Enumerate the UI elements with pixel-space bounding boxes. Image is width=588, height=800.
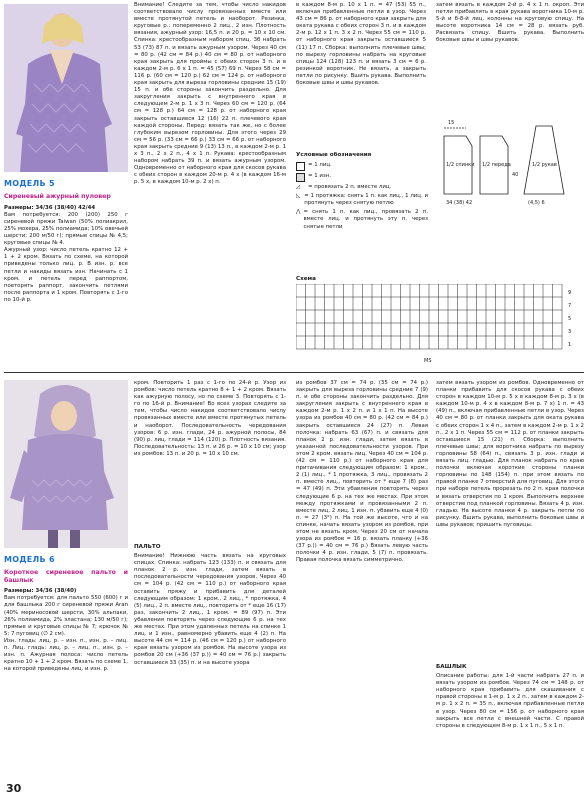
model6-column-2: кром. Повторить 1 раз с 1-го по 24-й р. Узор из ромбов: число петель кратно 8 + 1 + 2 кром. Вязать как ажурную полосу, но по схеме 3. Повторять с 1-го по 16-й р. Внимание! Во всех узорах следите за тем, чтобы число накидов соответствовало числу провязанных вместе или вместе протянутых петель и наоборот. Последовательность чередования узоров: 6 р. изн. глади, 24 р. ажурной полосы, 84 (90) р. лиц. глади = 114 (120) р. Плотность вязания. Последовательность: 13 п. и 26 р. = 10 х 10 см; узор из ромбов: 13 п. и 20 р. = 10 х 10 см. bbox=[134, 380, 286, 457]
model5-lace: Ажурный узор: число петель кратно 12 + 1 + 2 кром. Вязать по схеме, на которой приведены только лиц. р. В изн. р. все петли и накиды вязать изн. Начинать с 1 кром. и петель перед раппортом, повторять раппорт, закончить петлями после раппорта и 1 кром. Повторять с 1-го по 10-й р. bbox=[4, 247, 128, 303]
model6-needs: Вам потребуется: для пальто 550 (600) г и для башлыка 200 г сиреневой пряжи Aran (40% мериносовой шерсти, 30% альпаки, 26% полиамида, 2% эластана; 130 м/50 г); прямые и круговые спицы № 7; крючок № 5; 7 пуговиц (∅ 2 см). bbox=[4, 595, 128, 637]
hood-instructions: Описание работы: для 1-й части набрать 27 п. и вязать узором из ромбов. Через 74 см = 148 р. от наборного края прибавить для скашивания с правой стороны в 1-м р. 1 х 2 п., затем в каждом 2-м р. 1 х 2 п. = 35 п., включая прибавленные петли в узор. Через 80 см = 156 р. от наборного края закрыть все петли с внешней части. С правой стороны в следующем 8-м р. 1 х 1 п., 5 х 1 п. bbox=[436, 673, 584, 729]
dim-neck: 15 bbox=[448, 120, 455, 126]
model6-column-4: затем вязать узором из ромбов. Одновременно от планки прибавить для скосов рукава с обеих сторон в каждом 10-м р. 5 х в каждом 8-м р. 3 х (в каждом 10-м р. 4 х в каждом 8-м р. 7 х) 1 п. = 43 (49) п., включая прибавленные петли в узор. Через 40 см = 80 р. от планки закрыть для оката рукава с обеих сторон 1 х 4 п., затем в каждом 2-м р. 1 х 2 п., 2 х 1 п. Через 55 см = 112 р. от планки закрыть оставшиеся 15 (21) п. Сборка: выполнить плечевые швы; для воротника набрать по вырезу горловины 58 (64) п., связать 3 р. изн. глади и вязать лиц. гладью. Для планок набрать по краю полочки включая короткие стороны планки горловины по 148 (154) п. при этом вязать по правой планке 7 отверстий для пуговиц. Для этого при наборе петель прорезать по 2 п. края полочки и вязать отверстия по 1 кром. Выполнить верхнее отверстие под планкой горловины. Вязать 4 р. изн. гладью. На высоте планки 4 р. закрыть петли по рисунку. Вшить рукава, выполнить боковые швы и швы рукавов; пришить пуговицы. bbox=[436, 380, 584, 528]
model5-label: МОДЕЛЬ 5 bbox=[4, 180, 55, 188]
pattern-schematics bbox=[436, 106, 584, 216]
page-number: 30 bbox=[6, 782, 22, 795]
scheme-label: Схема bbox=[296, 276, 316, 282]
model6-photo bbox=[4, 380, 128, 548]
model6-sizes: Размеры: 34/36 (38/40) bbox=[4, 588, 77, 595]
model5-photo bbox=[4, 4, 128, 172]
model5-column-3: в каждом 8-м р. 10 х 1 п. = 47 (53) 55 п., включая прибавленные петли в узор. Через 43 см = 86 р. от наборного края закрыть для оката рукава с обеих сторон 3 п. и в каждом 2-м р. 12 х 1 п. 3 х 2 п. Через 55 см = 110 р. от наборного края закрыть оставшиеся 5 (11) 17 п. Сборка: выполнить плечевые швы; по вырезу горловины набрать на круговые спицы 124 (128) 123 п. и вязать 3 см = 6 р. резинкой воротник. Не вязать, а закрыть петли по рисунку. Вшить рукава. Выполнить боковые швы и швы рукавов. bbox=[296, 2, 426, 87]
front-label: 1/2 переда bbox=[482, 162, 511, 168]
legend: Условные обозначения = 1 лиц. = 1 изн. ◿ = провязать 2 п. вместе лиц. ◺ = 1 протяжка: снять 1 п. как лиц., 1 лиц. и протянуть через снятую петлю ⋀ = снять 1 п. как лиц., провязать 2 п. вместе лиц. и протянуть эту п. через снятые петли bbox=[296, 152, 428, 230]
purl-symbol bbox=[296, 173, 305, 182]
sleeve-pattern-shape bbox=[524, 126, 564, 194]
legend-title: Условные обозначения bbox=[296, 152, 372, 158]
dim-sleeve: (4,5) 6 bbox=[528, 200, 545, 206]
back-label: 1/2 спинки bbox=[446, 162, 475, 168]
skp-symbol: ◺ bbox=[296, 193, 301, 200]
hood-heading: БАШЛЫК bbox=[436, 664, 467, 670]
model5-sizes: Размеры: 34/36 (38/40) 42/44 bbox=[4, 204, 96, 211]
dim-length: 40 bbox=[512, 172, 519, 178]
model6-column-3: из ромбов 37 см = 74 р. (35 см = 74 р.) закрыть для выреза горловины средние 7 (9) п. и обе стороны закончить раздельно. Для закругления закрыть с внутреннего края в каждом 2-м р. 1 х 2 п. и 1 х 1 п. На высоте узора из ромбов 40 см = 80 р. (42 см = 84 р.) закрыть оставшиеся 24 (27) п. Левая полочка: набрать 63 (67) п. и связать для планок 2 р. изн. глади, затем вязать в указанной последовательности узоров. При этом 2 кром. вязать лиц. Через 40 см = 104 р. (42 см = 110 р.) от наборного края для притачивания следующим образом: 1 кром., 2 (1) лиц., * 1 протяжка, 3 лиц., провязать 2 п. вместе лиц., повторить от * еще 7 (8) раз = 47 (49) п. Эти убавления повторять через следующие 6 р. на тех же местах. При этом между протяжками и провязанными 2 п. вместе лиц. 2 лиц. 1 изн. п. убавить еще 4 (0) п. = 27 (3°) п. На той же высоте, что и на спинке, начать вязать узором из ромбов, при этом не вязать кром. Через 20 см от начала узора из ромбов = 16 р. вязать планку (+36 (37 р.)) = 40 см = 76 р.) Вязать левую часть полочки 4 р. изн. глади, 5 (7) п. провязать. Правая полочка вязать симметрично. bbox=[296, 380, 428, 564]
model5-title: Сиреневый ажурный пуловер bbox=[4, 193, 111, 201]
model6-label: МОДЕЛЬ 6 bbox=[4, 556, 55, 564]
scheme-ms-label: MS bbox=[424, 358, 432, 364]
sk2p-symbol: ⋀ bbox=[296, 209, 301, 216]
model5-needs: Вам потребуется: 200 (200) 250 г сиреневой пряжи Taiwan (50% полиакрил, 25% мохера, 25% полиамида; 10% овечьей шерсти; 200 м/50 г); прямые спицы № 4,5; круговые спицы № 4. bbox=[4, 211, 128, 247]
model6-photo-figure bbox=[4, 380, 128, 548]
sleeve-label: 1/2 рукав bbox=[532, 162, 557, 168]
model6-stitches: Изн. гладь: лиц. р. – изн. п., изн. р. – лиц. п. Лиц. гладь: лиц. р. – лиц. п., изн. р. – изн. п. Ажурная полоса: число петель кратно 10 + 1 + 2 кром. Вязать по схеме 1, на которой приведены лиц. и изн. р. bbox=[4, 637, 128, 673]
model5-column-4: затем вязать в каждом 2-й р. 4 х 1 п. окроп. Эти петли прибавлять в края рукава воротника 10-м р. 5-й и б-8-й лиц. колонны на круговую спицу. На высоте воротника 14 см = 28 р. вязать руб. Расвязать спицу. Вшить рукава. Выполнить боковые швы и швы рукавов. bbox=[436, 2, 584, 44]
scheme-row-5: 5 bbox=[568, 316, 572, 322]
scheme-row-7: 7 bbox=[568, 303, 572, 309]
knit-symbol bbox=[296, 162, 305, 171]
section-divider bbox=[4, 372, 584, 373]
scheme-row-3: 3 bbox=[568, 329, 572, 335]
scheme-chart bbox=[296, 284, 584, 368]
coat-heading: ПАЛЬТО bbox=[134, 544, 161, 550]
scheme-row-9: 9 bbox=[568, 290, 572, 296]
model6-title: Короткое сиреневое пальто и башлык bbox=[4, 569, 128, 584]
coat-instructions: Внимание! Нижнюю часть вязать на круговых спицах. Спинка: набрать 123 (133) п. и связать для планок 2 р. изн. глади, затем вязать в последовательности чередования узоров. Через 40 см = 104 р. (42 см = 110 р.) от наборного края оставить пряжу и прибавить для деталей следующим образом: 1 кром., 2 лиц., * протяжка, 4 (5) лиц., 2 п. вместе лиц., повторить от * еще 16 (17) раз, закончить 2 лиц., 1 кром. = 89 (97) п. Эти убавления повторять через следующие 6 р. на тех же местах. При этом удаленных петель на спинке 1 лиц. и 1 изн., равномерно убавить еще 4 (2) п. На высоте 44 см = 114 р. (46 см = 120 р.) от наборного края вязать узором из ромбов. На высоте узора из ромбов 20 см (+36 (37 р.)) = 40 см = 76 р.) закрыть оставшиеся 33 (35) п. и на высоте узора bbox=[134, 553, 286, 666]
dim-width: 34 (38) 42 bbox=[446, 200, 473, 206]
k2tog-symbol: ◿ bbox=[296, 184, 301, 191]
scheme-row-1: 1 bbox=[568, 342, 572, 348]
model5-photo-figure bbox=[4, 4, 128, 172]
model5-column-2: Внимание! Следите за тем, чтобы число накидов соответствовало числу провязанных вместе или вместе протянутой петель и наоборот. Резинка, круговые р.: попеременно 2 лиц., 2 изн. Плотность вязания, ажурный узор: 16,5 п. и 20 р. = 10 х 10 см. Спинка: крестообразным набором спиц. 3б набрать 53 (73) 87 п. и вязать ажурным узором. Через 40 см = 80 р. (42 см = 84 р.) 40 см = 80 р. от наборного края закрыть для проймы с обеих сторон 3 п. и в каждом 2-м р. 6 х 1 п. = 45 (57) 69 п. Через 58 см = 116 р. (60 см = 120 р.) 62 см = 124 р. от наборного края закрыть для выреза горловины средние 15 (19) 15 п. и обе стороны закончить раздельно. Для закругления закрыть с внутреннего края в следующем 2-м р. 1 х 3 п. Через 60 см = 120 р. (64 см = 128 р.) 64 см = 128 р. от наборного края закрыть оставшиеся 12 (16) 22 п. плечевого края каждой стороны. Перед: вязать так же, но с более глубоким вырезом горловины. Для этого через 29 см = 56 р. (33 см = 66 р.) 33 см = 66 р. от наборного края закрыть средние 9 (13) 13 п., в каждом 2-м р. 1 х 3 п., 2 х 2 п., 4 х 1 п. Рукава: крестообразным набором набрать 39 п. и вязать ажурным узором. Одновременно от наборного края для скосов рукава с обеих сторон в каждом 20-м р. 4 х (в каждом 16-м р. 5 х, в каждом 10-м р. 2 х) п. bbox=[134, 2, 286, 186]
